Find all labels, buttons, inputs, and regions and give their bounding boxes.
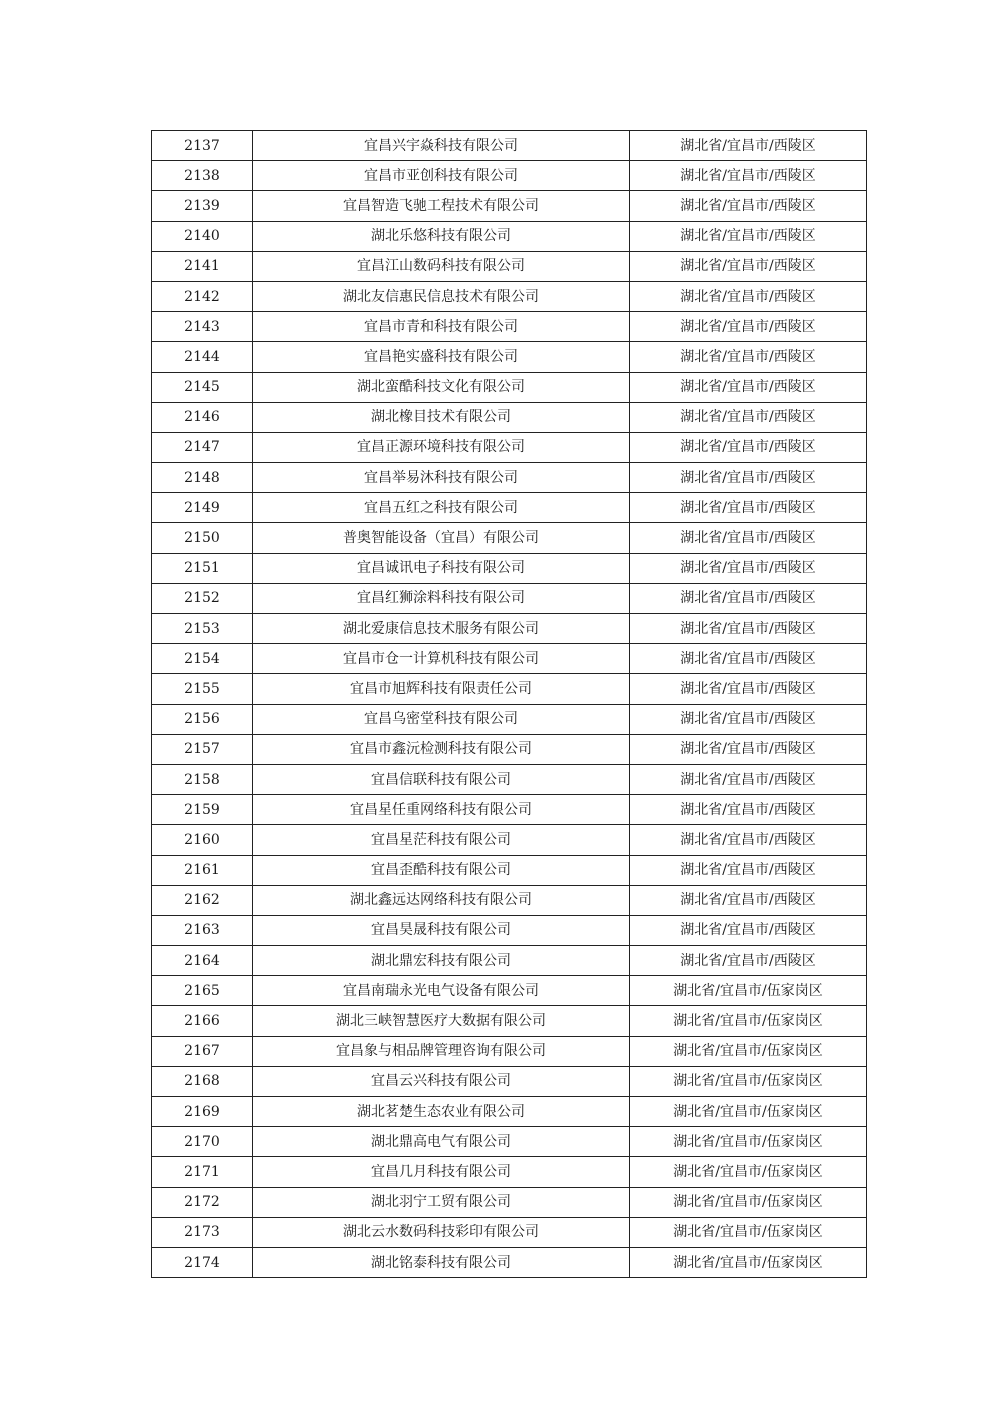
row-number: 2164 bbox=[152, 946, 253, 976]
table-row bbox=[152, 312, 867, 342]
company-region: 湖北省/宜昌市/西陵区 bbox=[630, 704, 867, 734]
row-number: 2146 bbox=[152, 402, 253, 432]
company-name: 宜昌正源环境科技有限公司 bbox=[253, 432, 630, 462]
row-number: 2151 bbox=[152, 553, 253, 583]
table-row bbox=[152, 1066, 867, 1096]
table-row bbox=[152, 463, 867, 493]
company-name: 宜昌昊晟科技有限公司 bbox=[253, 915, 630, 945]
row-number: 2171 bbox=[152, 1157, 253, 1187]
table-row bbox=[152, 915, 867, 945]
company-name: 宜昌市亚创科技有限公司 bbox=[253, 161, 630, 191]
company-name: 湖北鼎高电气有限公司 bbox=[253, 1127, 630, 1157]
table-row bbox=[152, 674, 867, 704]
row-number: 2153 bbox=[152, 614, 253, 644]
company-region: 湖北省/宜昌市/西陵区 bbox=[630, 644, 867, 674]
company-region: 湖北省/宜昌市/西陵区 bbox=[630, 583, 867, 613]
company-name: 宜昌市旭辉科技有限责任公司 bbox=[253, 674, 630, 704]
company-name: 湖北鑫远达网络科技有限公司 bbox=[253, 885, 630, 915]
company-name: 湖北橡目技术有限公司 bbox=[253, 402, 630, 432]
company-name: 普奥智能设备（宜昌）有限公司 bbox=[253, 523, 630, 553]
table-row bbox=[152, 281, 867, 311]
row-number: 2174 bbox=[152, 1247, 253, 1277]
table-row bbox=[152, 251, 867, 281]
table-row bbox=[152, 734, 867, 764]
company-region: 湖北省/宜昌市/西陵区 bbox=[630, 131, 867, 161]
company-name: 宜昌红狮涂料科技有限公司 bbox=[253, 583, 630, 613]
row-number: 2156 bbox=[152, 704, 253, 734]
company-region: 湖北省/宜昌市/西陵区 bbox=[630, 553, 867, 583]
company-name: 湖北蛮酷科技文化有限公司 bbox=[253, 372, 630, 402]
table-row bbox=[152, 523, 867, 553]
company-name: 宜昌星任重网络科技有限公司 bbox=[253, 795, 630, 825]
company-name: 宜昌智造飞驰工程技术有限公司 bbox=[253, 191, 630, 221]
company-name: 宜昌诚讯电子科技有限公司 bbox=[253, 553, 630, 583]
company-name: 宜昌五红之科技有限公司 bbox=[253, 493, 630, 523]
company-list-table bbox=[151, 130, 867, 1278]
company-name: 宜昌市仓一计算机科技有限公司 bbox=[253, 644, 630, 674]
row-number: 2143 bbox=[152, 312, 253, 342]
company-region: 湖北省/宜昌市/西陵区 bbox=[630, 795, 867, 825]
company-name: 宜昌举易沐科技有限公司 bbox=[253, 463, 630, 493]
company-name: 宜昌乌密堂科技有限公司 bbox=[253, 704, 630, 734]
table-row bbox=[152, 583, 867, 613]
company-region: 湖北省/宜昌市/西陵区 bbox=[630, 946, 867, 976]
company-region: 湖北省/宜昌市/西陵区 bbox=[630, 855, 867, 885]
company-name: 湖北羽宁工贸有限公司 bbox=[253, 1187, 630, 1217]
company-name: 湖北友信惠民信息技术有限公司 bbox=[253, 281, 630, 311]
row-number: 2161 bbox=[152, 855, 253, 885]
company-region: 湖北省/宜昌市/西陵区 bbox=[630, 342, 867, 372]
table-row bbox=[152, 191, 867, 221]
company-region: 湖北省/宜昌市/西陵区 bbox=[630, 372, 867, 402]
row-number: 2145 bbox=[152, 372, 253, 402]
company-region: 湖北省/宜昌市/西陵区 bbox=[630, 915, 867, 945]
row-number: 2159 bbox=[152, 795, 253, 825]
table-row bbox=[152, 1006, 867, 1036]
row-number: 2167 bbox=[152, 1036, 253, 1066]
company-region: 湖北省/宜昌市/西陵区 bbox=[630, 432, 867, 462]
company-region: 湖北省/宜昌市/西陵区 bbox=[630, 312, 867, 342]
row-number: 2172 bbox=[152, 1187, 253, 1217]
company-region: 湖北省/宜昌市/伍家岗区 bbox=[630, 976, 867, 1006]
table-row bbox=[152, 131, 867, 161]
row-number: 2169 bbox=[152, 1097, 253, 1127]
table-row bbox=[152, 825, 867, 855]
table-row bbox=[152, 553, 867, 583]
company-name: 湖北三峡智慧医疗大数据有限公司 bbox=[253, 1006, 630, 1036]
row-number: 2144 bbox=[152, 342, 253, 372]
table-row bbox=[152, 946, 867, 976]
company-name: 宜昌江山数码科技有限公司 bbox=[253, 251, 630, 281]
company-region: 湖北省/宜昌市/西陵区 bbox=[630, 402, 867, 432]
table-row bbox=[152, 1247, 867, 1277]
table-row bbox=[152, 221, 867, 251]
row-number: 2168 bbox=[152, 1066, 253, 1096]
company-region: 湖北省/宜昌市/西陵区 bbox=[630, 764, 867, 794]
table-row bbox=[152, 1157, 867, 1187]
table-row bbox=[152, 372, 867, 402]
row-number: 2150 bbox=[152, 523, 253, 553]
company-region: 湖北省/宜昌市/西陵区 bbox=[630, 251, 867, 281]
company-region: 湖北省/宜昌市/伍家岗区 bbox=[630, 1097, 867, 1127]
row-number: 2141 bbox=[152, 251, 253, 281]
row-number: 2163 bbox=[152, 915, 253, 945]
row-number: 2165 bbox=[152, 976, 253, 1006]
row-number: 2162 bbox=[152, 885, 253, 915]
row-number: 2170 bbox=[152, 1127, 253, 1157]
table-row bbox=[152, 644, 867, 674]
company-name: 宜昌象与相品牌管理咨询有限公司 bbox=[253, 1036, 630, 1066]
row-number: 2147 bbox=[152, 432, 253, 462]
row-number: 2152 bbox=[152, 583, 253, 613]
company-name: 宜昌歪酷科技有限公司 bbox=[253, 855, 630, 885]
row-number: 2139 bbox=[152, 191, 253, 221]
table-row bbox=[152, 161, 867, 191]
company-name: 湖北茗楚生态农业有限公司 bbox=[253, 1097, 630, 1127]
company-name: 宜昌几月科技有限公司 bbox=[253, 1157, 630, 1187]
row-number: 2155 bbox=[152, 674, 253, 704]
company-name: 宜昌云兴科技有限公司 bbox=[253, 1066, 630, 1096]
company-region: 湖北省/宜昌市/西陵区 bbox=[630, 885, 867, 915]
company-name: 宜昌兴宇焱科技有限公司 bbox=[253, 131, 630, 161]
company-name: 宜昌市青和科技有限公司 bbox=[253, 312, 630, 342]
company-region: 湖北省/宜昌市/西陵区 bbox=[630, 221, 867, 251]
company-region: 湖北省/宜昌市/西陵区 bbox=[630, 281, 867, 311]
row-number: 2137 bbox=[152, 131, 253, 161]
company-region: 湖北省/宜昌市/伍家岗区 bbox=[630, 1247, 867, 1277]
table-row bbox=[152, 1127, 867, 1157]
company-name: 湖北爱康信息技术服务有限公司 bbox=[253, 614, 630, 644]
table-row bbox=[152, 855, 867, 885]
table-row bbox=[152, 402, 867, 432]
company-region: 湖北省/宜昌市/西陵区 bbox=[630, 825, 867, 855]
table-row bbox=[152, 885, 867, 915]
row-number: 2160 bbox=[152, 825, 253, 855]
company-region: 湖北省/宜昌市/西陵区 bbox=[630, 523, 867, 553]
company-name: 宜昌市鑫沅检测科技有限公司 bbox=[253, 734, 630, 764]
table-row bbox=[152, 614, 867, 644]
company-region: 湖北省/宜昌市/西陵区 bbox=[630, 674, 867, 704]
row-number: 2157 bbox=[152, 734, 253, 764]
table-row bbox=[152, 1187, 867, 1217]
company-region: 湖北省/宜昌市/西陵区 bbox=[630, 191, 867, 221]
company-region: 湖北省/宜昌市/西陵区 bbox=[630, 161, 867, 191]
table-row bbox=[152, 795, 867, 825]
company-name: 宜昌星茫科技有限公司 bbox=[253, 825, 630, 855]
company-region: 湖北省/宜昌市/伍家岗区 bbox=[630, 1036, 867, 1066]
row-number: 2140 bbox=[152, 221, 253, 251]
row-number: 2158 bbox=[152, 764, 253, 794]
company-region: 湖北省/宜昌市/伍家岗区 bbox=[630, 1187, 867, 1217]
row-number: 2138 bbox=[152, 161, 253, 191]
row-number: 2148 bbox=[152, 463, 253, 493]
table-body bbox=[152, 131, 867, 1278]
company-region: 湖北省/宜昌市/西陵区 bbox=[630, 734, 867, 764]
company-name: 湖北铭泰科技有限公司 bbox=[253, 1247, 630, 1277]
row-number: 2166 bbox=[152, 1006, 253, 1036]
row-number: 2173 bbox=[152, 1217, 253, 1247]
table-row bbox=[152, 342, 867, 372]
table-row bbox=[152, 764, 867, 794]
company-region: 湖北省/宜昌市/西陵区 bbox=[630, 493, 867, 523]
table-row bbox=[152, 976, 867, 1006]
company-region: 湖北省/宜昌市/伍家岗区 bbox=[630, 1217, 867, 1247]
company-region: 湖北省/宜昌市/伍家岗区 bbox=[630, 1006, 867, 1036]
company-region: 湖北省/宜昌市/西陵区 bbox=[630, 463, 867, 493]
table-row bbox=[152, 432, 867, 462]
table-row bbox=[152, 1217, 867, 1247]
table-row bbox=[152, 1036, 867, 1066]
company-name: 宜昌艳实盛科技有限公司 bbox=[253, 342, 630, 372]
table-row bbox=[152, 493, 867, 523]
company-name: 湖北乐悠科技有限公司 bbox=[253, 221, 630, 251]
company-region: 湖北省/宜昌市/西陵区 bbox=[630, 614, 867, 644]
company-name: 湖北云水数码科技彩印有限公司 bbox=[253, 1217, 630, 1247]
company-name: 宜昌信联科技有限公司 bbox=[253, 764, 630, 794]
row-number: 2149 bbox=[152, 493, 253, 523]
company-name: 宜昌南瑞永光电气设备有限公司 bbox=[253, 976, 630, 1006]
row-number: 2142 bbox=[152, 281, 253, 311]
company-region: 湖北省/宜昌市/伍家岗区 bbox=[630, 1066, 867, 1096]
company-region: 湖北省/宜昌市/伍家岗区 bbox=[630, 1157, 867, 1187]
company-name: 湖北鼎宏科技有限公司 bbox=[253, 946, 630, 976]
company-region: 湖北省/宜昌市/伍家岗区 bbox=[630, 1127, 867, 1157]
table-row bbox=[152, 704, 867, 734]
row-number: 2154 bbox=[152, 644, 253, 674]
table-row bbox=[152, 1097, 867, 1127]
